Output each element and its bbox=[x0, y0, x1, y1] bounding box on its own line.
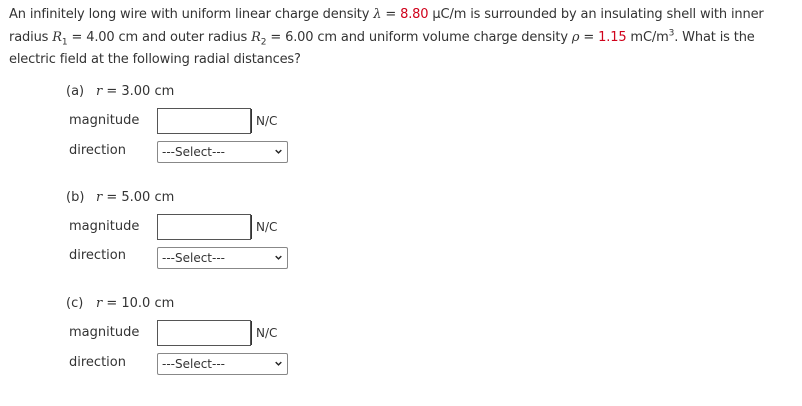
part-c-letter: (c) bbox=[66, 296, 84, 311]
part-c-radius: = 10.0 cm bbox=[102, 296, 175, 311]
r2-value: = 6.00 cm bbox=[266, 29, 337, 45]
part-c-magnitude-input[interactable] bbox=[157, 320, 251, 346]
select-value: ---Select--- bbox=[162, 251, 225, 265]
r-symbol: r bbox=[96, 296, 103, 311]
part-a-radius: = 3.00 cm bbox=[102, 84, 175, 99]
part-b bbox=[0, 190, 400, 300]
part-a-header bbox=[66, 84, 174, 99]
rho-symbol: ρ bbox=[571, 29, 580, 45]
equals-sign: = bbox=[381, 7, 401, 22]
direction-label: direction bbox=[69, 143, 126, 158]
r2-symbol: R bbox=[251, 29, 261, 45]
lambda-unit: μC/m bbox=[428, 7, 467, 22]
problem-text: . What is the electric field at the following radial distances? bbox=[9, 29, 755, 67]
chevron-down-icon bbox=[275, 148, 282, 155]
part-c bbox=[0, 296, 400, 406]
magnitude-label: magnitude bbox=[69, 219, 140, 234]
r1-subscript: 1 bbox=[61, 37, 68, 48]
chevron-down-icon bbox=[275, 254, 282, 261]
rho-unit-exponent: 3 bbox=[668, 28, 675, 39]
lambda-value: 8.80 bbox=[400, 7, 429, 22]
rho-value: 1.15 bbox=[598, 29, 627, 45]
part-a bbox=[0, 84, 400, 194]
lambda-symbol: λ bbox=[373, 7, 382, 22]
part-a-direction-select[interactable] bbox=[157, 141, 288, 163]
select-value: ---Select--- bbox=[162, 145, 225, 159]
magnitude-label: magnitude bbox=[69, 325, 140, 340]
direction-label: direction bbox=[69, 355, 126, 370]
part-a-unit: N/C bbox=[251, 109, 296, 133]
equals-sign: = bbox=[579, 29, 599, 45]
part-b-magnitude-input[interactable] bbox=[157, 214, 251, 240]
magnitude-label: magnitude bbox=[69, 113, 140, 128]
part-b-header bbox=[66, 190, 174, 205]
rho-unit: mC/m bbox=[626, 29, 669, 45]
r1-symbol: R bbox=[52, 29, 62, 45]
part-c-direction-select[interactable] bbox=[157, 353, 288, 375]
part-c-header bbox=[66, 296, 174, 311]
part-c-unit: N/C bbox=[251, 321, 296, 345]
problem-text: and outer radius bbox=[138, 29, 252, 45]
direction-label: direction bbox=[69, 248, 126, 263]
part-b-letter: (b) bbox=[66, 190, 85, 205]
part-b-direction-select[interactable] bbox=[157, 247, 288, 269]
part-a-letter: (a) bbox=[66, 84, 85, 99]
r2-subscript: 2 bbox=[260, 37, 267, 48]
problem-text: An infinitely long wire with uniform linear charge density bbox=[9, 7, 374, 22]
r-symbol: r bbox=[96, 84, 103, 99]
select-value: ---Select--- bbox=[162, 357, 225, 371]
problem-text: is surrounded by an insulating shell with inner radius bbox=[9, 7, 764, 45]
problem-statement bbox=[9, 4, 794, 72]
r-symbol: r bbox=[96, 190, 103, 205]
problem-text: and uniform volume charge density bbox=[336, 29, 572, 45]
chevron-down-icon bbox=[275, 360, 282, 367]
part-a-magnitude-input[interactable] bbox=[157, 108, 251, 134]
part-b-radius: = 5.00 cm bbox=[102, 190, 175, 205]
part-b-unit: N/C bbox=[251, 215, 296, 239]
r1-value: = 4.00 cm bbox=[67, 29, 139, 45]
